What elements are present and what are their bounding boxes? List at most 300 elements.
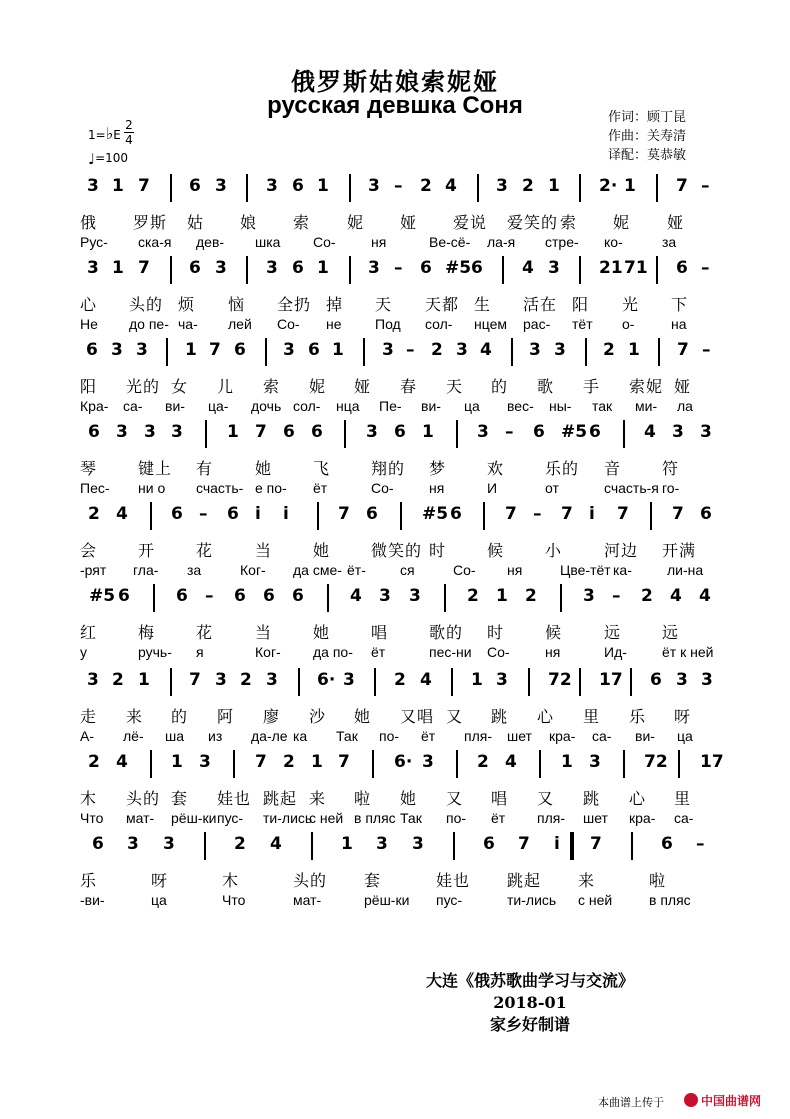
note: 6 — [589, 422, 601, 442]
lyric-ru: ца — [677, 728, 693, 744]
lyric-ru: счасть-я — [604, 480, 659, 496]
lyric-cn: 妮 — [309, 377, 327, 396]
note: 3 — [496, 670, 508, 690]
lyric-cn: 来 — [578, 871, 596, 890]
note: 7 — [338, 752, 350, 772]
note: 1 — [112, 258, 124, 278]
bar-line — [453, 832, 455, 860]
lyric-ru: шет — [583, 810, 608, 826]
lyric-ru: Ве-сё- — [429, 234, 471, 250]
lyric-cn: 歌 — [537, 377, 555, 396]
bar-line — [483, 502, 485, 530]
note: 2 — [522, 176, 534, 196]
lyric-cn: 套 — [171, 789, 189, 808]
notes-line — [80, 586, 720, 620]
final-bar-line — [570, 832, 574, 860]
bar-line — [579, 174, 581, 202]
note: 3 — [672, 422, 684, 442]
note: 2 — [420, 176, 432, 196]
note: 6 — [700, 504, 712, 524]
note: 3 — [266, 258, 278, 278]
note: 2 — [112, 670, 124, 690]
lyric-ru: из — [208, 728, 223, 744]
note: 1 — [311, 752, 323, 772]
note: – — [701, 258, 710, 278]
note: 3 — [412, 834, 424, 854]
lyric-ru: пес-ни — [429, 644, 472, 660]
flat-icon: ♭ — [105, 124, 114, 143]
lyric-ru: И — [487, 480, 498, 496]
lyric-cn: 廖 — [263, 707, 281, 726]
lyric-cn: 又 — [537, 789, 555, 808]
lyric-ru: Так — [400, 810, 422, 826]
note: – — [199, 504, 208, 524]
note: 3 — [368, 176, 380, 196]
lyric-ru: ска-я — [138, 234, 172, 250]
upload-note: 本曲谱上传于 — [598, 1096, 664, 1109]
bar-line — [233, 750, 235, 778]
lyric-cn: 沙 — [309, 707, 327, 726]
lyric-ru: ся — [400, 562, 415, 578]
bar-line — [456, 420, 458, 448]
lyric-cn: 唱 — [491, 789, 509, 808]
note: 4 — [116, 504, 128, 524]
note: 3 — [116, 422, 128, 442]
note: 4 — [480, 340, 492, 360]
lyric-cn: 头的 — [126, 789, 161, 808]
lyric-cn: 小 — [545, 541, 563, 560]
lyric-ru: кра- — [629, 810, 656, 826]
lyric-ru: Пес- — [80, 480, 110, 496]
note: 6 — [483, 834, 495, 854]
note: 1 — [171, 752, 183, 772]
tempo-value: =100 — [95, 151, 129, 165]
note: 3 — [676, 670, 688, 690]
notes-line — [80, 176, 720, 210]
bar-line — [456, 750, 458, 778]
notes-line — [80, 670, 720, 704]
lyric-ru: ёт — [421, 728, 436, 744]
lyric-cn: 又唱 — [400, 707, 435, 726]
lyric-ru: ви- — [421, 398, 441, 414]
lyric-ru: рёш-ки — [171, 810, 217, 826]
lyric-ru: ти-лись — [263, 810, 313, 826]
lyric-ru: ёт — [313, 480, 328, 496]
lyric-cn: 头的 — [293, 871, 328, 890]
lyric-ru: А- — [80, 728, 94, 744]
note: 6 — [92, 834, 104, 854]
note: – — [505, 422, 514, 442]
note: 6 — [118, 586, 130, 606]
lyric-cn: 候 — [545, 623, 563, 642]
lyric-cn: 啦 — [649, 871, 667, 890]
lyric-cn: 娃也 — [436, 871, 471, 890]
note: i — [589, 504, 595, 524]
lyric-ru: на — [671, 316, 687, 332]
lyric-ru: Со- — [313, 234, 336, 250]
footer-source: 大连《俄苏歌曲学习与交流》 — [425, 971, 634, 990]
lyric-cn: 下 — [671, 295, 689, 314]
note: 7 — [189, 670, 201, 690]
time-denominator: 4 — [125, 133, 133, 147]
lyric-ru: стре- — [545, 234, 579, 250]
note: 3 — [366, 422, 378, 442]
note: 3 — [87, 176, 99, 196]
lyric-cn: 木 — [80, 789, 98, 808]
lyric-ru: так — [592, 398, 613, 414]
note: 6 — [533, 422, 545, 442]
note: 3 — [409, 586, 421, 606]
lyric-ru: да сме- — [293, 562, 342, 578]
bar-line — [317, 502, 319, 530]
lyric-cn: 妮 — [613, 213, 631, 232]
bar-line — [327, 584, 329, 612]
lyric-cn: 娅 — [354, 377, 372, 396]
lyric-cn: 俄 — [80, 213, 98, 232]
note: 4 — [445, 176, 457, 196]
lyric-cn: 她 — [255, 459, 273, 478]
note: – — [406, 340, 415, 360]
note: 7 — [590, 834, 602, 854]
note: 7 — [255, 422, 267, 442]
bar-line — [650, 502, 652, 530]
lyric-cn: 全扔 — [277, 295, 312, 314]
note: 6 — [283, 422, 295, 442]
lyric-cn: 音 — [604, 459, 622, 478]
note: 6 — [292, 176, 304, 196]
lyric-cn: 会 — [80, 541, 98, 560]
bar-line — [560, 584, 562, 612]
note: 6 — [189, 176, 201, 196]
bar-line — [150, 750, 152, 778]
lyric-cn: 生 — [474, 295, 492, 314]
bar-line — [579, 256, 581, 284]
lyric-cn: 她 — [400, 789, 418, 808]
lyric-cn: 翔的 — [371, 459, 406, 478]
bar-line — [511, 338, 513, 366]
lyric-ru: лё- — [123, 728, 144, 744]
note: 2 — [477, 752, 489, 772]
lyric-ru: Ког- — [240, 562, 266, 578]
note: 3 — [382, 340, 394, 360]
note: 2 — [603, 340, 615, 360]
lyric-ru: кра- — [549, 728, 576, 744]
lyric-cn: 儿 — [217, 377, 235, 396]
note: – — [701, 176, 710, 196]
lyric-cn: 来 — [126, 707, 144, 726]
note: 6 — [308, 340, 320, 360]
note: 6 — [86, 340, 98, 360]
note: 3 — [368, 258, 380, 278]
note: 1 — [561, 752, 573, 772]
bar-line — [349, 174, 351, 202]
note: 6 — [366, 504, 378, 524]
note: 7 — [676, 176, 688, 196]
lyric-ru: ня — [507, 562, 523, 578]
bar-line — [444, 584, 446, 612]
lyric-ru: Что — [80, 810, 104, 826]
note: 6 — [394, 422, 406, 442]
note: – — [205, 586, 214, 606]
note: #5 — [422, 504, 449, 524]
lyric-cn: 乐的 — [545, 459, 580, 478]
lyric-ru: Что — [222, 892, 246, 908]
note: 3 — [87, 258, 99, 278]
note: 7 — [338, 504, 350, 524]
lyric-cn: 键上 — [138, 459, 173, 478]
note: 72 — [548, 670, 572, 690]
note: i — [283, 504, 289, 524]
lyric-ru: ти-лись — [507, 892, 557, 908]
lyric-cn: 远 — [604, 623, 622, 642]
lyric-ru: ца — [151, 892, 167, 908]
note: 6· — [394, 752, 413, 772]
lyric-ru: ка — [293, 728, 308, 744]
time-signature — [124, 118, 134, 147]
song-title-chinese: 俄罗斯姑娘索妮娅 — [291, 67, 499, 96]
note: 6 — [650, 670, 662, 690]
lyric-ru: по- — [379, 728, 400, 744]
note: 6 — [176, 586, 188, 606]
note: 4 — [505, 752, 517, 772]
lyric-ru: ца — [464, 398, 480, 414]
lyric-cn: 远 — [662, 623, 680, 642]
lyric-ru: с ней — [309, 810, 344, 826]
lyric-ru: шет — [507, 728, 532, 744]
bar-line — [150, 502, 152, 530]
lyric-ru: Под — [375, 316, 401, 332]
note: 7 — [255, 752, 267, 772]
note: 6 — [88, 422, 100, 442]
lyric-cn: 里 — [583, 707, 601, 726]
note: #5 — [561, 422, 588, 442]
lyric-ru: ла-я — [487, 234, 516, 250]
bar-line — [502, 256, 504, 284]
lyric-ru: ко- — [604, 234, 623, 250]
note: 3 — [529, 340, 541, 360]
lyric-cn: 呀 — [151, 871, 169, 890]
lyric-cn: 心 — [629, 789, 647, 808]
bar-line — [170, 668, 172, 696]
lyric-cn: 河边 — [604, 541, 639, 560]
lyric-cn: 爱说 — [453, 213, 488, 232]
logo-text: 中国曲谱网 — [701, 1094, 762, 1108]
lyric-ru: ка- — [613, 562, 632, 578]
lyric-ru: шка — [255, 234, 281, 250]
lyric-ru: ня — [371, 234, 387, 250]
note: 1 — [112, 176, 124, 196]
lyric-ru: са- — [592, 728, 612, 744]
lyric-ru: Пе- — [379, 398, 402, 414]
lyric-cn: 开 — [138, 541, 156, 560]
notes-line — [80, 504, 720, 538]
lyric-cn: 乐 — [629, 707, 647, 726]
lyric-ru: вес- — [507, 398, 534, 414]
footer-maker: 家乡好制谱 — [489, 1015, 570, 1034]
bar-line — [477, 174, 479, 202]
lyric-ru: ви- — [165, 398, 185, 414]
lyric-ru: до пе- — [129, 316, 169, 332]
note: 1 — [317, 176, 329, 196]
lyric-ru: дочь — [251, 398, 282, 414]
note: 3 — [111, 340, 123, 360]
note: 1 — [548, 176, 560, 196]
note: 4 — [670, 586, 682, 606]
lyric-cn: 罗斯 — [133, 213, 168, 232]
lyric-ru: рёш-ки — [364, 892, 410, 908]
bar-line — [153, 584, 155, 612]
bar-line — [363, 338, 365, 366]
note: i — [554, 834, 560, 854]
note: – — [612, 586, 621, 606]
note: 2 — [641, 586, 653, 606]
lyric-ru: Со- — [453, 562, 476, 578]
lyric-ru: ша — [165, 728, 185, 744]
lyric-cn: 天 — [375, 295, 393, 314]
note: 2 — [283, 752, 295, 772]
lyric-cn: 头的 — [129, 295, 164, 314]
note: 3 — [379, 586, 391, 606]
note: 6 — [171, 504, 183, 524]
lyric-cn: 索妮 — [629, 377, 664, 396]
lyric-ru: в пляс — [354, 810, 396, 826]
note: 3 — [477, 422, 489, 442]
lyric-cn: 红 — [80, 623, 98, 642]
note: 3 — [163, 834, 175, 854]
note: 6 — [227, 504, 239, 524]
lyric-ru: пус- — [217, 810, 244, 826]
note: 17 — [599, 670, 623, 690]
lyric-ru: ёт к ней — [662, 644, 714, 660]
note: 4 — [116, 752, 128, 772]
lyric-ru: Так — [336, 728, 358, 744]
lyric-ru: с ней — [578, 892, 613, 908]
notes-line — [80, 422, 720, 456]
note: 4 — [522, 258, 534, 278]
note: – — [394, 258, 403, 278]
note: 1 — [628, 340, 640, 360]
lyric-ru: -рят — [80, 562, 107, 578]
lyric-ru: са- — [123, 398, 143, 414]
lyric-cn: 当 — [255, 623, 273, 642]
lyric-ru: пля- — [537, 810, 565, 826]
lyric-ru: ёт- — [347, 562, 366, 578]
lyric-ru: ня — [429, 480, 445, 496]
note: 3 — [266, 670, 278, 690]
lyric-ru: тёт — [572, 316, 593, 332]
lyric-ru: за — [662, 234, 677, 250]
lyric-cn: 娃也 — [217, 789, 252, 808]
lyric-cn: 时 — [429, 541, 447, 560]
lyric-cn: 梅 — [138, 623, 156, 642]
lyric-cn: 啦 — [354, 789, 372, 808]
note: – — [702, 340, 711, 360]
lyric-cn: 花 — [196, 623, 214, 642]
lyric-cn: 又 — [446, 789, 464, 808]
lyric-cn: 娘 — [240, 213, 258, 232]
note: 2 — [394, 670, 406, 690]
note: 1 — [471, 670, 483, 690]
lyric-cn: 索 — [293, 213, 311, 232]
note: 6 — [263, 586, 275, 606]
note: 2 — [88, 752, 100, 772]
lyric-ru: по- — [446, 810, 467, 826]
lyric-cn: 索 — [263, 377, 281, 396]
note: 4 — [420, 670, 432, 690]
lyric-cn: 光 — [622, 295, 640, 314]
note: 7 — [505, 504, 517, 524]
bar-line — [539, 750, 541, 778]
lyric-ru: го- — [662, 480, 680, 496]
note: 6· — [317, 670, 336, 690]
note: 7 — [138, 176, 150, 196]
lyric-ru: у — [80, 644, 87, 660]
translator-credit: 译配：莫恭敏 — [608, 148, 687, 163]
bar-line — [528, 668, 530, 696]
lyric-cn: 当 — [255, 541, 273, 560]
lyric-ru: Со- — [371, 480, 394, 496]
note: #5 — [445, 258, 472, 278]
note: 3 — [87, 670, 99, 690]
bar-line — [298, 668, 300, 696]
note: 6 — [471, 258, 483, 278]
note: 1 — [332, 340, 344, 360]
note: – — [696, 834, 705, 854]
note: 2 — [234, 834, 246, 854]
note: 2 — [240, 670, 252, 690]
lyric-cn: 手 — [583, 377, 601, 396]
lyric-cn: 套 — [364, 871, 382, 890]
lyric-ru: ви- — [635, 728, 655, 744]
note: 2· — [599, 176, 618, 196]
bar-line — [372, 750, 374, 778]
lyric-cn: 心 — [537, 707, 555, 726]
lyric-ru: са- — [674, 810, 694, 826]
lyric-ru: пля- — [464, 728, 492, 744]
bar-line — [451, 668, 453, 696]
lyric-cn: 跳起 — [507, 871, 542, 890]
lyric-cn: 阳 — [80, 377, 98, 396]
note: 7 — [677, 340, 689, 360]
note: 3 — [215, 670, 227, 690]
note: 3 — [266, 176, 278, 196]
lyric-cn: 琴 — [80, 459, 98, 478]
lyric-cn: 花 — [196, 541, 214, 560]
lyric-ru: ёт — [491, 810, 506, 826]
lyric-ru: ча- — [178, 316, 198, 332]
note: 3 — [554, 340, 566, 360]
note: 3 — [701, 670, 713, 690]
lyric-ru: ня — [545, 644, 561, 660]
note: 2 — [88, 504, 100, 524]
lyric-ru: сол- — [425, 316, 453, 332]
notes-line — [80, 340, 720, 374]
note: 3 — [548, 258, 560, 278]
note: 1 — [185, 340, 197, 360]
note: 3 — [583, 586, 595, 606]
note: 6 — [676, 258, 688, 278]
bar-line — [166, 338, 168, 366]
lyric-cn: 掉 — [326, 295, 344, 314]
lyric-cn: 她 — [313, 623, 331, 642]
bar-line — [205, 420, 207, 448]
bar-line — [400, 502, 402, 530]
lyric-cn: 阳 — [572, 295, 590, 314]
note: 7 — [672, 504, 684, 524]
bar-line — [170, 174, 172, 202]
lyric-cn: 天都 — [425, 295, 460, 314]
lyric-cn: 娅 — [674, 377, 692, 396]
